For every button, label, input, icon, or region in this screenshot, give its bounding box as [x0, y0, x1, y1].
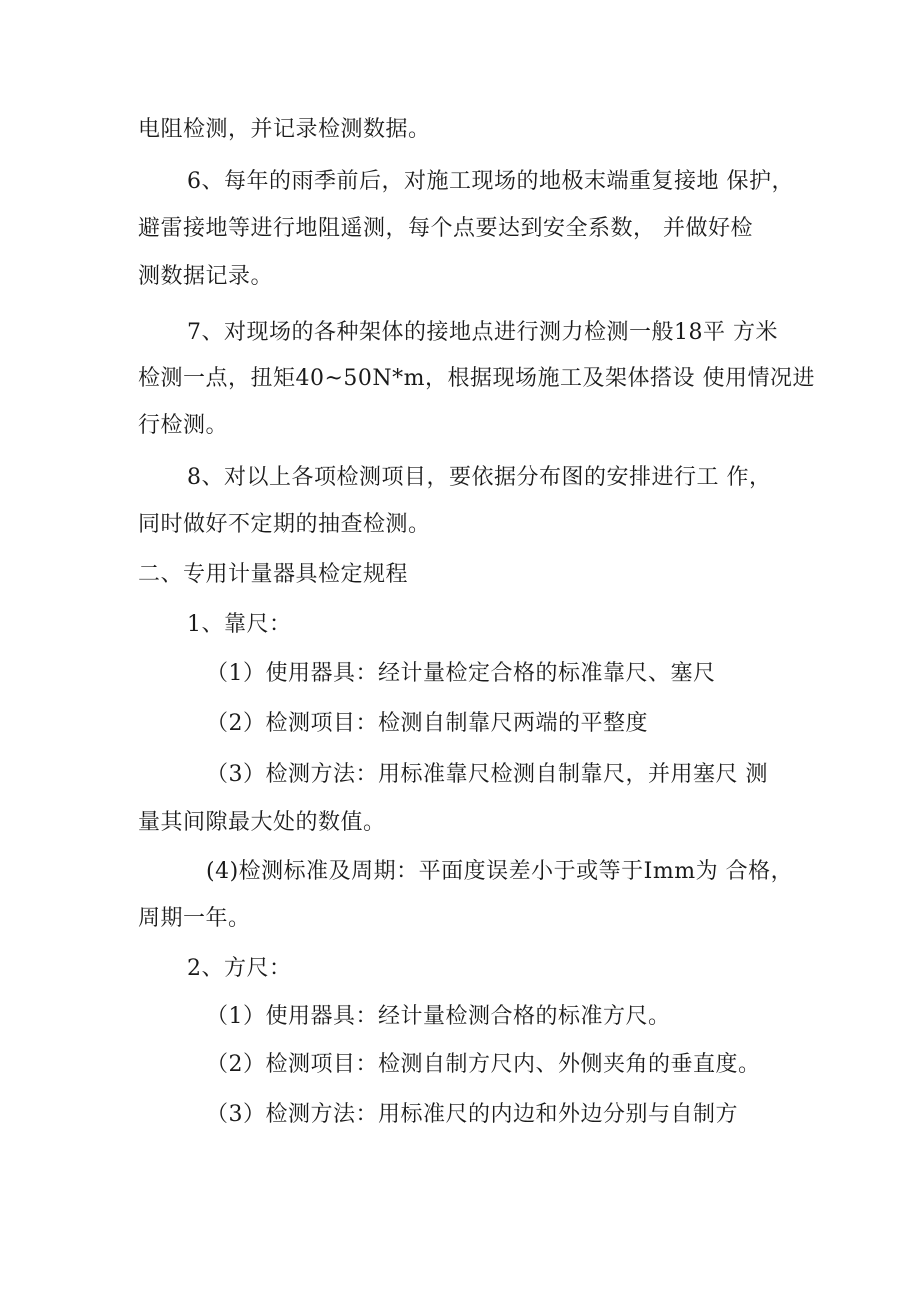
- text-line: 电阻检测，并记录检测数据。: [138, 117, 431, 142]
- text-line: （1）使用器具：经计量检测合格的标准方尺。: [206, 1004, 671, 1029]
- text-line: 同时做好不定期的抽查检测。: [138, 512, 431, 537]
- text-line: 6、每年的雨季前后，对施工现场的地极末端重复接地 保护，: [187, 169, 794, 194]
- text-line: 量其间隙最大处的数值。: [138, 810, 386, 835]
- text-line: 行检测。: [138, 413, 229, 438]
- text-line: 检测一点，扭矩40~50N*m，根据现场施工及架体搭设 使用情况进: [138, 366, 816, 391]
- text-line: （1）使用器具：经计量检定合格的标准靠尺、塞尺: [206, 661, 716, 686]
- text-line: (4)检测标准及周期：平面度误差小于或等于Imm为 合格，: [206, 859, 794, 884]
- text-line: 周期一年。: [138, 906, 251, 931]
- text-line: 7、对现场的各种架体的接地点进行测力检测一般18平 方米: [187, 320, 778, 345]
- text-line: 测数据记录。: [138, 264, 274, 289]
- text-line: （2）检测项目：检测自制方尺内、外侧夹角的垂直度。: [206, 1052, 761, 1077]
- text-line: 1、靠尺：: [187, 612, 292, 637]
- text-line: 2、方尺：: [187, 956, 292, 981]
- section-heading: 二、专用计量器具检定规程: [138, 562, 409, 587]
- text-line: （3）检测方法：用标准尺的内边和外边分别与自制方: [206, 1102, 738, 1127]
- text-line: （2）检测项目：检测自制靠尺两端的平整度: [206, 711, 648, 736]
- text-line: 避雷接地等进行地阻遥测，每个点要达到安全系数， 并做好检: [138, 216, 753, 241]
- text-line: 8、对以上各项检测项目，要依据分布图的安排进行工 作，: [187, 465, 772, 490]
- text-line: （3）检测方法：用标准靠尺检测自制靠尺，并用塞尺 测: [206, 762, 768, 787]
